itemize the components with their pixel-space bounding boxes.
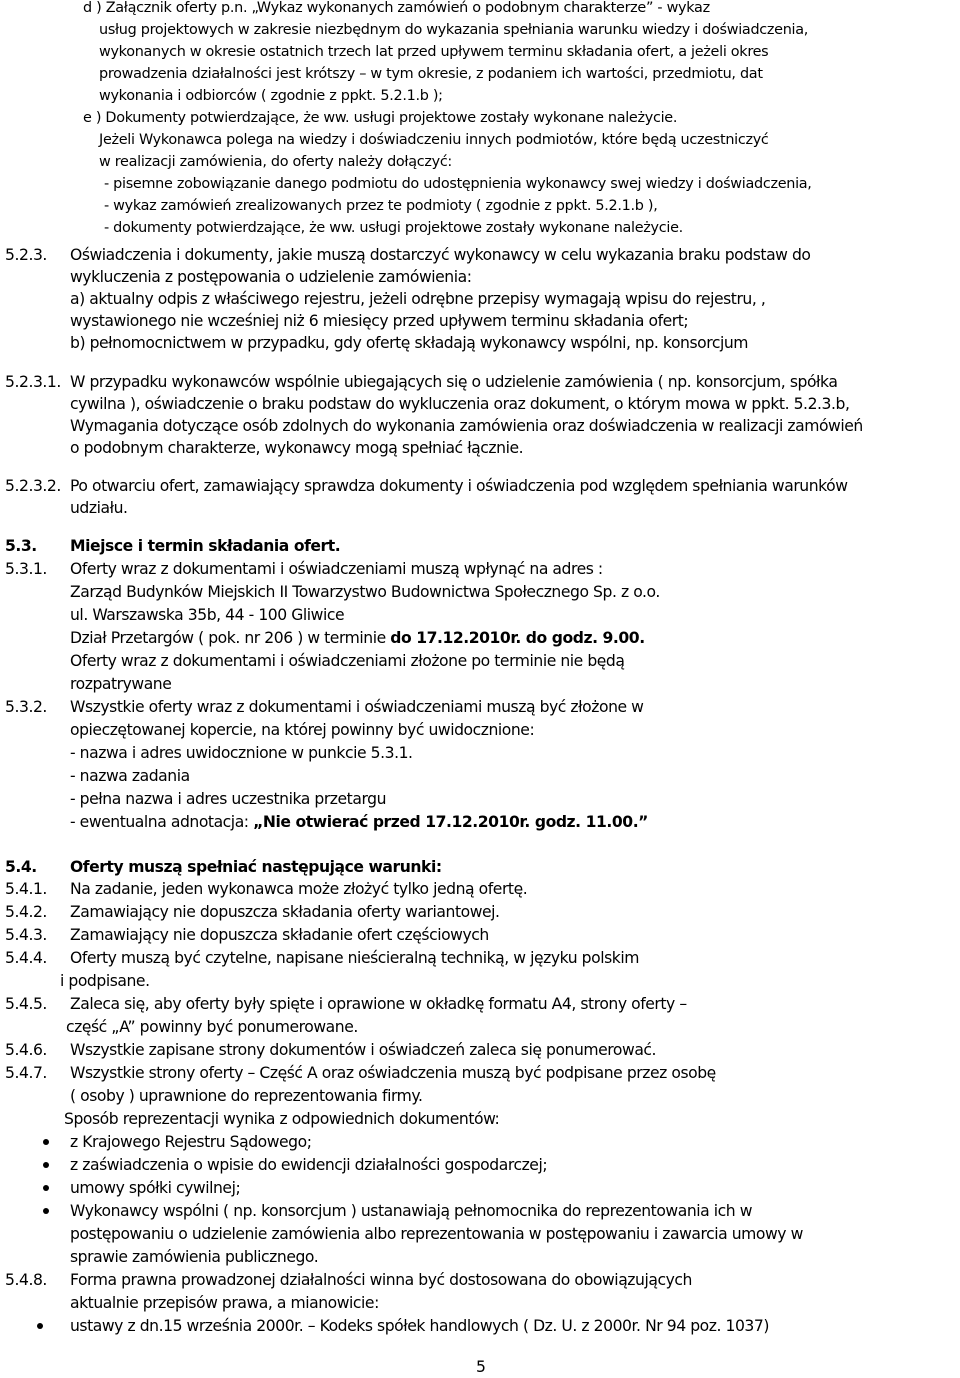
representation-bullet-4-cont-1: postępowaniu o udzielenie zamówienia albo reprezentowania w postępowaniu i zawarcia umowy w (70, 1225, 803, 1243)
representation-bullet-2: z zaświadczenia o wpisie do ewidencji działalności gospodarczej; (70, 1156, 548, 1174)
s5231-line-1: W przypadku wykonawców wspólnie ubiegających się o udzielenie zamówienia ( np. konsorcjum, spółka (70, 373, 838, 391)
s531-number: 5.3.1. (5, 560, 47, 578)
s532-line-3: - nazwa i adres uwidocznione w punkcie 5.3.1. (70, 744, 413, 762)
s5232-number: 5.2.3.2. (5, 477, 61, 495)
s548-bullet: ustawy z dn.15 września 2000r. – Kodeks spółek handlowych ( Dz. U. z 2000r. Nr 94 poz. 1037) (70, 1317, 770, 1335)
representation-bullet-3: umowy spółki cywilnej; (70, 1179, 241, 1197)
s544-continuation: i podpisane. (60, 972, 150, 990)
s532-line-4: - nazwa zadania (70, 767, 190, 785)
s546-number: 5.4.6. (5, 1041, 47, 1059)
s531-line-1: Oferty wraz z dokumentami i oświadczeniami muszą wpłynąć na adres : (70, 560, 603, 578)
s545-continuation: część „A” powinny być ponumerowane. (66, 1018, 358, 1036)
s543-text: Zamawiający nie dopuszcza składanie ofert częściowych (70, 926, 489, 944)
reliance-line-4: - wykaz zamówień zrealizowanych przez te podmioty ( zgodnie z ppkt. 5.2.1.b ), (104, 198, 658, 214)
s54-number: 5.4. (5, 858, 37, 876)
s523-line-3: a) aktualny odpis z właściwego rejestru, jeżeli odrębne przepisy wymagają wpisu do rejestru, , (70, 290, 766, 308)
reliance-line-5: - dokumenty potwierdzające, że ww. usługi projektowe zostały wykonane należycie. (104, 220, 683, 236)
intro-d-line-5: wykonania i odbiorców ( zgodnie z ppkt. 5.2.1.b ); (99, 88, 443, 104)
s5232-line-1: Po otwarciu ofert, zamawiający sprawdza dokumenty i oświadczenia pod względem spełniania warunków (70, 477, 848, 495)
s532-line-5: - pełna nazwa i adres uczestnika przetargu (70, 790, 387, 808)
s5231-line-2: cywilna ), oświadczenie o braku podstaw do wykluczenia oraz dokument, o którym mowa w ppkt. 5.2.3.b, (70, 395, 850, 413)
s53-title: Miejsce i termin składania ofert. (70, 537, 341, 555)
s523-number: 5.2.3. (5, 246, 47, 264)
s523-line-2: wykluczenia z postępowania o udzielenie zamówienia: (70, 268, 472, 286)
s531-deadline: do 17.12.2010r. do godz. 9.00. (390, 629, 645, 647)
reliance-line-3: - pisemne zobowiązanie danego podmiotu do udostępnienia wykonawcy swej wiedzy i doświadczenia, (104, 176, 812, 192)
s5231-line-4: o podobnym charakterze, wykonawcy mogą spełniać łącznie. (70, 439, 524, 457)
bullet-dot (43, 1162, 49, 1168)
s545-text: Zaleca się, aby oferty były spięte i oprawione w okładkę formatu A4, strony oferty – (70, 995, 687, 1013)
s531-address-2: ul. Warszawska 35b, 44 - 100 Gliwice (70, 606, 345, 624)
reliance-line-1: Jeżeli Wykonawca polega na wiedzy i doświadczeniu innych podmiotów, które będą uczestniczyć (99, 132, 769, 148)
s532-number: 5.3.2. (5, 698, 47, 716)
s542-number: 5.4.2. (5, 903, 47, 921)
s541-text: Na zadanie, jeden wykonawca może złożyć tylko jedną ofertę. (70, 880, 528, 898)
s548-number: 5.4.8. (5, 1271, 47, 1289)
bullet-dot (43, 1185, 49, 1191)
representation-bullet-4: Wykonawcy wspólni ( np. konsorcjum ) ustanawiają pełnomocnika do reprezentowania ich w (70, 1202, 753, 1220)
s532-line-1: Wszystkie oferty wraz z dokumentami i oświadczeniami muszą być złożone w (70, 698, 644, 716)
s548-line-2: aktualnie przepisów prawa, a mianowicie: (70, 1294, 379, 1312)
intro-d-line-3: wykonanych w okresie ostatnich trzech lat przed upływem terminu składania ofert, a jeżeli okres (99, 44, 769, 60)
s544-number: 5.4.4. (5, 949, 47, 967)
s531-line-5: rozpatrywane (70, 675, 172, 693)
s547-text: Wszystkie strony oferty – Część A oraz oświadczenia muszą być podpisane przez osobę (70, 1064, 716, 1082)
representation-bullet-4-cont-2: sprawie zamówienia publicznego. (70, 1248, 319, 1266)
s532-line-2: opieczętowanej kopercie, na której powinny być uwidocznione: (70, 721, 535, 739)
s544-text: Oferty muszą być czytelne, napisane nieścieralną techniką, w języku polskim (70, 949, 639, 967)
bullet-dot (43, 1139, 49, 1145)
intro-d-line-2: usług projektowych w zakresie niezbędnym do wykazania spełniania warunku wiedzy i doświadczenia, (99, 22, 809, 38)
s5231-line-3: Wymagania dotyczące osób zdolnych do wykonania zamówienia oraz doświadczenia w realizacji zamówień (70, 417, 863, 435)
s542-text: Zamawiający nie dopuszcza składania oferty wariantowej. (70, 903, 500, 921)
intro-d-line-4: prowadzenia działalności jest krótszy – w tym okresie, z podaniem ich wartości, przedmiotu, dat (99, 66, 763, 82)
s546-text: Wszystkie zapisane strony dokumentów i oświadczeń zaleca się ponumerować. (70, 1041, 657, 1059)
intro-d-line-1: d ) Załącznik oferty p.n. „Wykaz wykonanych zamówień o podobnym charakterze” - wykaz (83, 0, 710, 16)
page-number: 5 (476, 1358, 486, 1376)
reliance-line-2: w realizacji zamówienia, do oferty należy dołączyć: (99, 154, 452, 170)
representation-intro: Sposób reprezentacji wynika z odpowiednich dokumentów: (64, 1110, 500, 1128)
intro-e-line: e ) Dokumenty potwierdzające, że ww. usługi projektowe zostały wykonane należycie. (83, 110, 678, 126)
s545-number: 5.4.5. (5, 995, 47, 1013)
s532-annotation-prefix: - ewentualna adnotacja: (70, 813, 254, 831)
s541-number: 5.4.1. (5, 880, 47, 898)
s543-number: 5.4.3. (5, 926, 47, 944)
s531-address-1: Zarząd Budynków Miejskich II Towarzystwo Budownictwa Społecznego Sp. z o.o. (70, 583, 660, 601)
s54-title: Oferty muszą spełniać następujące warunki: (70, 858, 442, 876)
s53-number: 5.3. (5, 537, 37, 555)
bullet-dot (43, 1208, 49, 1214)
s5231-number: 5.2.3.1. (5, 373, 61, 391)
bullet-dot (37, 1323, 43, 1329)
s5232-line-2: udziału. (70, 499, 128, 517)
s523-line-5: b) pełnomocnictwem w przypadku, gdy ofertę składają wykonawcy wspólni, np. konsorcjum (70, 334, 749, 352)
representation-bullet-1: z Krajowego Rejestru Sądowego; (70, 1133, 312, 1151)
s531-line-4: Oferty wraz z dokumentami i oświadczeniami złożone po terminie nie będą (70, 652, 625, 670)
s523-line-4: wystawionego nie wcześniej niż 6 miesięcy przed upływem terminu składania ofert; (70, 312, 689, 330)
s548-line-1: Forma prawna prowadzonej działalności winna być dostosowana do obowiązujących (70, 1271, 692, 1289)
s523-line-1: Oświadczenia i dokumenty, jakie muszą dostarczyć wykonawcy w celu wykazania braku podstaw do (70, 246, 811, 264)
s532-annotation-text: „Nie otwierać przed 17.12.2010r. godz. 11.00.” (253, 813, 648, 831)
s531-dept-line (70, 627, 645, 649)
s532-annotation-line (70, 811, 648, 833)
s547-continuation: ( osoby ) uprawnione do reprezentowania firmy. (70, 1087, 423, 1105)
s547-number: 5.4.7. (5, 1064, 47, 1082)
s531-dept-prefix: Dział Przetargów ( pok. nr 206 ) w terminie (70, 629, 391, 647)
